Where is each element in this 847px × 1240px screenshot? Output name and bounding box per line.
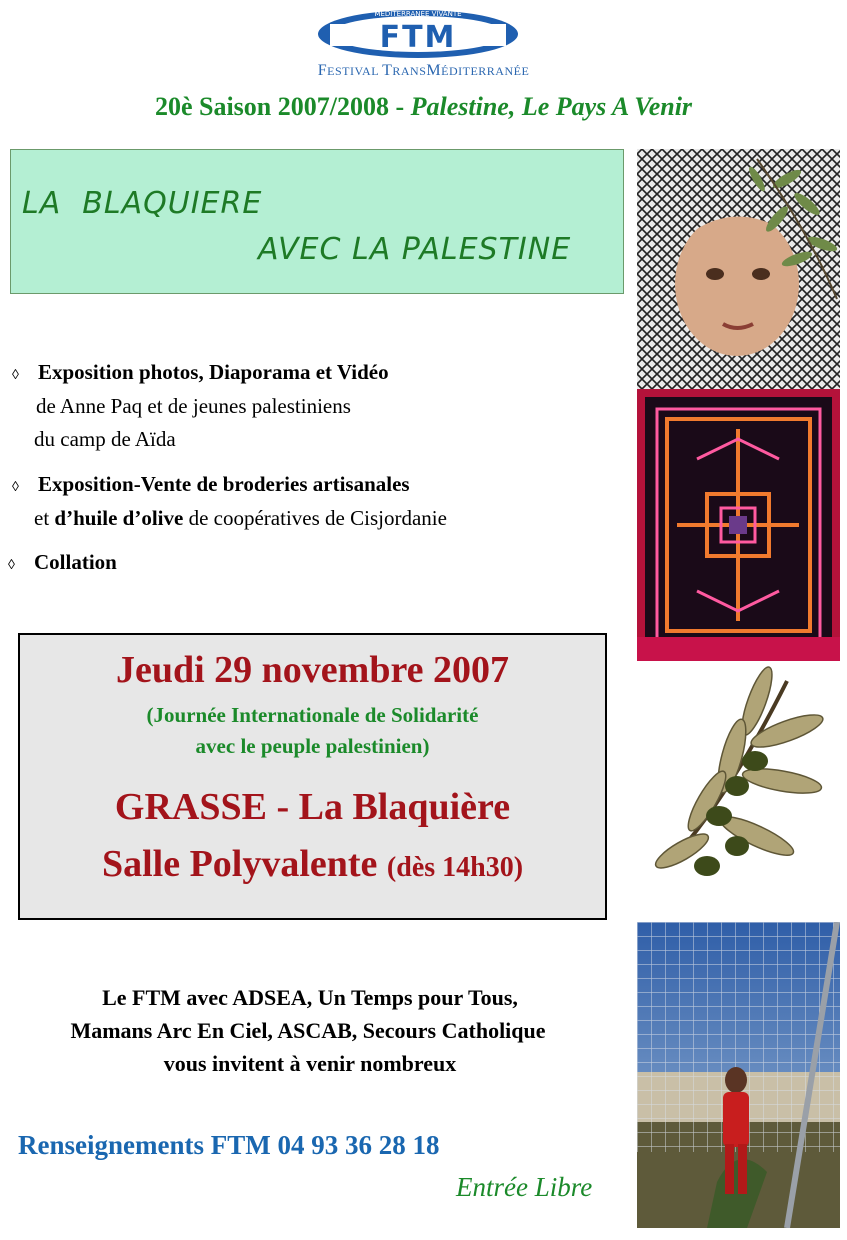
diamond-bullet-icon: ◊ [8,558,15,573]
logo-letters: FTM [379,20,457,55]
invitation-line: vous invitent à venir nombreux [163,1051,457,1076]
embroidery-photo [637,389,840,661]
event-subtitle: avec le peuple palestinien) [195,734,430,758]
invitation-line: Mamans Arc En Ciel, ASCAB, Secours Catholique [70,1018,546,1043]
season-prefix: 20è Saison 2007/2008 - [154,92,411,121]
event-venue: Salle Polyvalente (dès 14h30) [101,843,524,885]
event-time: (dès 14h30) [386,852,524,883]
contact-info: Renseignements FTM 04 93 36 28 18 [18,1130,440,1160]
diamond-bullet-icon: ◊ [12,480,19,495]
activity-item: ◊ Exposition-Vente de broderies artisanales [12,468,410,504]
season-line [0,92,847,122]
invitation-line: Le FTM avec ADSEA, Un Temps pour Tous, [102,985,518,1010]
separation-fence-photo [637,922,840,1228]
logo-festival-name: FESTIVAL TRANSMÉDITERRANÉE [317,62,530,79]
logo-arc-text: MÉDITERRANÉE VIVANTE [374,10,462,18]
diamond-bullet-icon: ◊ [12,368,19,383]
headline-box [10,149,624,294]
activity-detail: du camp de Aïda [34,427,176,451]
entry-free: Entrée Libre [456,1172,593,1202]
child-keffiyeh-photo [637,149,840,389]
headline-line-2: AVEC LA PALESTINE [258,232,572,267]
activity-detail: de Anne Paq et de jeunes palestiniens [36,394,351,418]
activity-item: ◊ Collation [8,546,117,582]
event-date: Jeudi 29 novembre 2007 [115,649,510,691]
event-location: GRASSE - La Blaquière [114,786,511,828]
activity-detail: et d’huile d’olive de coopératives de Cisjordanie [34,506,447,530]
event-subtitle: (Journée Internationale de Solidarité [146,703,479,727]
activity-item: ◊ Exposition photos, Diaporama et Vidéo [12,356,389,392]
headline-line-1: LA BLAQUIERE [22,186,263,221]
olive-branch-illustration [637,661,840,922]
season-theme: Palestine, Le Pays A Venir [410,92,693,121]
